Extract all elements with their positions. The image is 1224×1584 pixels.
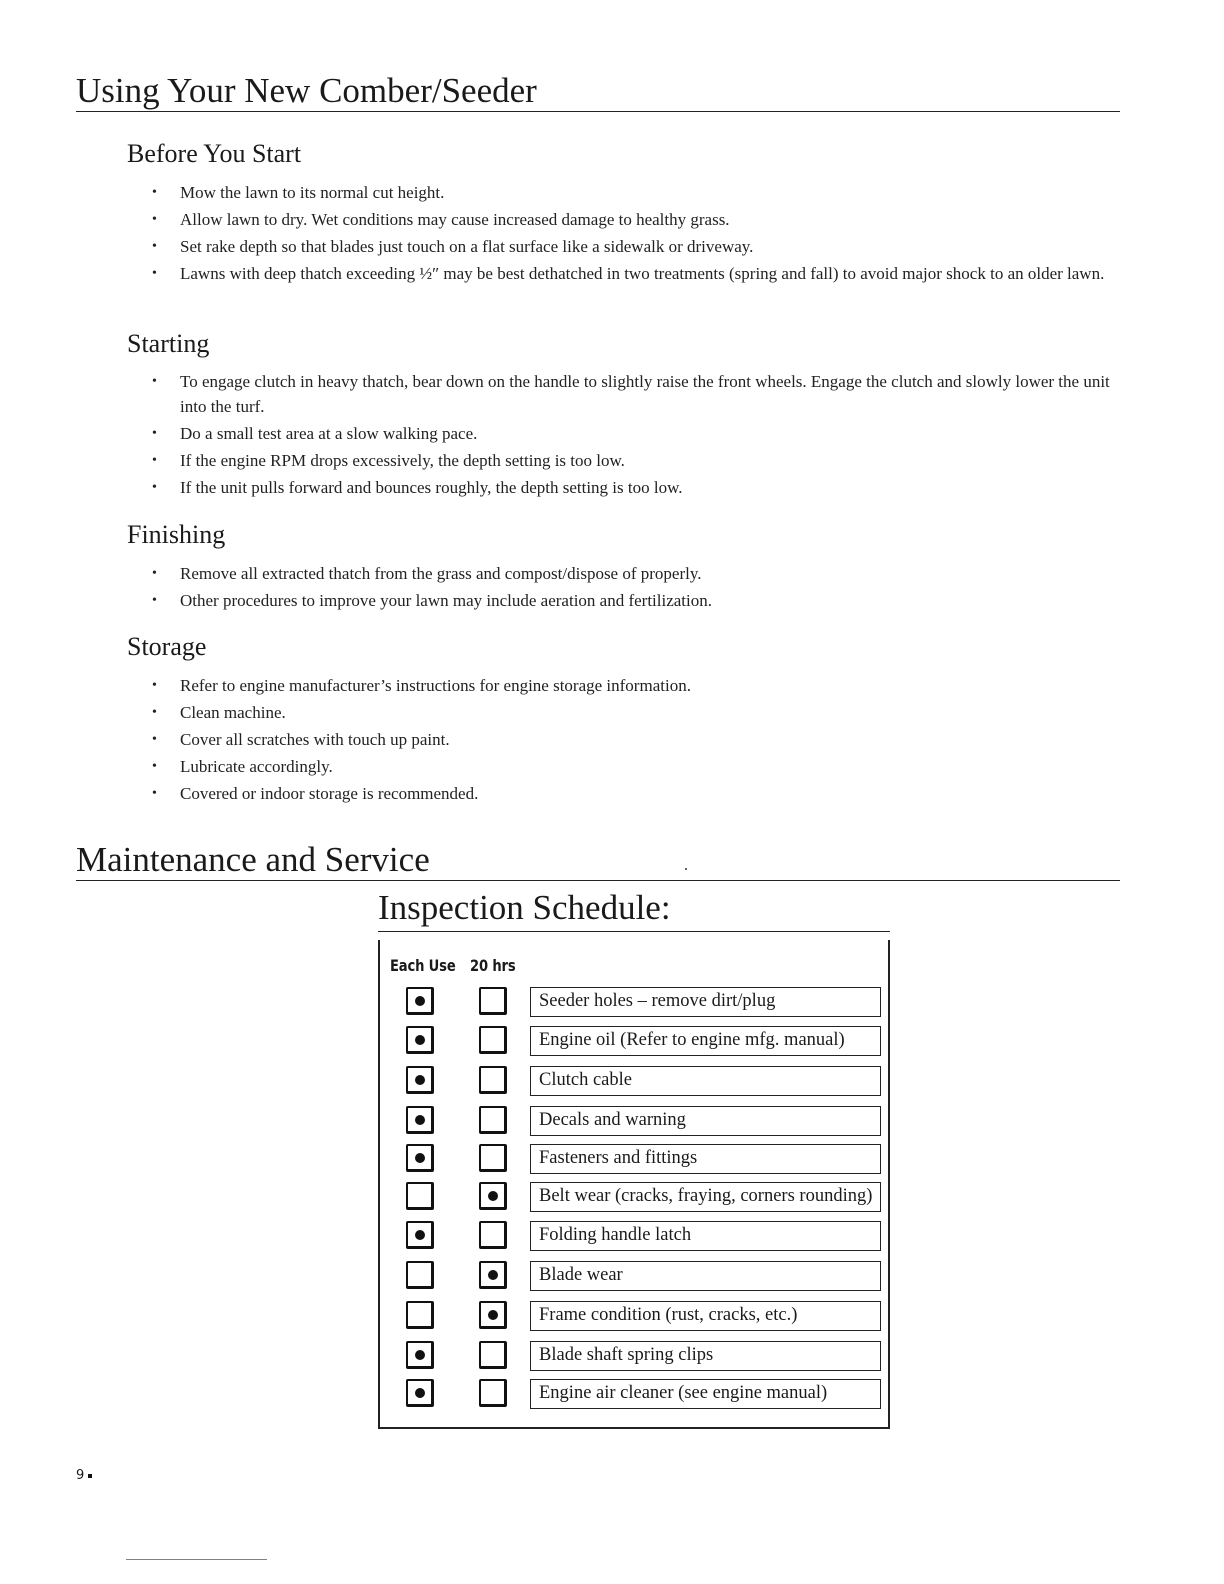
- checkbox-20-hrs[interactable]: [479, 987, 507, 1015]
- inspection-item: Engine oil (Refer to engine mfg. manual): [530, 1026, 881, 1056]
- heading-finishing: Finishing: [127, 520, 226, 549]
- inspection-item: Belt wear (cracks, fraying, corners rounding): [530, 1182, 881, 1212]
- inspection-item: Frame condition (rust, cracks, etc.): [530, 1301, 881, 1331]
- list-item: • Do a small test area at a slow walking pace.: [150, 421, 1110, 446]
- heading-before-you-start: Before You Start: [127, 139, 302, 168]
- check-dot-icon: [415, 1115, 425, 1125]
- list-item: • Lubricate accordingly.: [150, 754, 1110, 779]
- section-title-maintenance: Maintenance and Service: [76, 842, 1120, 881]
- checkbox-each-use[interactable]: [406, 1261, 434, 1289]
- checkbox-each-use[interactable]: [406, 1066, 434, 1094]
- checkbox-20-hrs[interactable]: [479, 1261, 507, 1289]
- checkbox-20-hrs[interactable]: [479, 1379, 507, 1407]
- list-item: • Set rake depth so that blades just touch on a flat surface like a sidewalk or driveway.: [150, 234, 1110, 259]
- check-dot-icon: [415, 1350, 425, 1360]
- heading-starting: Starting: [127, 329, 210, 358]
- column-header-20-hrs: 20 hrs: [470, 956, 516, 975]
- list-starting: [150, 369, 1110, 502]
- list-item: • Remove all extracted thatch from the grass and compost/dispose of properly.: [150, 561, 1110, 586]
- footer-rule: [126, 1559, 267, 1560]
- checkbox-20-hrs[interactable]: [479, 1301, 507, 1329]
- checkbox-20-hrs[interactable]: [479, 1026, 507, 1054]
- list-item: • Allow lawn to dry. Wet conditions may cause increased damage to healthy grass.: [150, 207, 1110, 232]
- section-title-using: Using Your New Comber/Seeder: [76, 73, 1120, 112]
- check-dot-icon: [488, 1270, 498, 1280]
- checkbox-20-hrs[interactable]: [479, 1144, 507, 1172]
- checkbox-each-use[interactable]: [406, 987, 434, 1015]
- heading-storage: Storage: [127, 632, 207, 661]
- inspection-schedule-title: Inspection Schedule:: [378, 890, 890, 932]
- page-number-text: 9: [76, 1468, 85, 1483]
- checkbox-20-hrs[interactable]: [479, 1106, 507, 1134]
- column-header-each-use: Each Use: [390, 956, 456, 975]
- inspection-item: Seeder holes – remove dirt/plug: [530, 987, 881, 1017]
- check-dot-icon: [415, 996, 425, 1006]
- check-dot-icon: [415, 1035, 425, 1045]
- inspection-item: Decals and warning: [530, 1106, 881, 1136]
- list-item: • Lawns with deep thatch exceeding ½″ may be best dethatched in two treatments (spring and fall) to avoid major shock to an older lawn.: [150, 261, 1110, 286]
- list-finishing: [150, 561, 1110, 615]
- page-number: [76, 1468, 92, 1483]
- list-item: • Covered or indoor storage is recommended.: [150, 781, 1110, 806]
- check-dot-icon: [488, 1191, 498, 1201]
- speck: [685, 868, 687, 870]
- list-item: • Clean machine.: [150, 700, 1110, 725]
- page-number-square: [88, 1474, 92, 1478]
- list-item: • If the engine RPM drops excessively, the depth setting is too low.: [150, 448, 1110, 473]
- inspection-item: Clutch cable: [530, 1066, 881, 1096]
- check-dot-icon: [415, 1075, 425, 1085]
- checkbox-20-hrs[interactable]: [479, 1182, 507, 1210]
- check-dot-icon: [488, 1310, 498, 1320]
- checkbox-each-use[interactable]: [406, 1106, 434, 1134]
- list-item: • If the unit pulls forward and bounces roughly, the depth setting is too low.: [150, 475, 1110, 500]
- inspection-item: Fasteners and fittings: [530, 1144, 881, 1174]
- checkbox-20-hrs[interactable]: [479, 1221, 507, 1249]
- list-item: • Cover all scratches with touch up paint.: [150, 727, 1110, 752]
- list-item: • Mow the lawn to its normal cut height.: [150, 180, 1110, 205]
- checkbox-each-use[interactable]: [406, 1379, 434, 1407]
- checkbox-each-use[interactable]: [406, 1026, 434, 1054]
- list-item: • To engage clutch in heavy thatch, bear down on the handle to slightly raise the front wheels. Engage the clutch and slowly lower the unit into the turf.: [150, 369, 1110, 419]
- inspection-item: Engine air cleaner (see engine manual): [530, 1379, 881, 1409]
- check-dot-icon: [415, 1153, 425, 1163]
- checkbox-each-use[interactable]: [406, 1182, 434, 1210]
- checkbox-each-use[interactable]: [406, 1221, 434, 1249]
- inspection-item: Folding handle latch: [530, 1221, 881, 1251]
- check-dot-icon: [415, 1388, 425, 1398]
- checkbox-20-hrs[interactable]: [479, 1066, 507, 1094]
- checkbox-each-use[interactable]: [406, 1301, 434, 1329]
- list-item: • Other procedures to improve your lawn may include aeration and fertilization.: [150, 588, 1110, 613]
- checkbox-each-use[interactable]: [406, 1144, 434, 1172]
- check-dot-icon: [415, 1230, 425, 1240]
- list-before-you-start: [150, 180, 1110, 288]
- checkbox-20-hrs[interactable]: [479, 1341, 507, 1369]
- list-storage: [150, 673, 1110, 808]
- checkbox-each-use[interactable]: [406, 1341, 434, 1369]
- inspection-item: Blade wear: [530, 1261, 881, 1291]
- list-item: • Refer to engine manufacturer’s instructions for engine storage information.: [150, 673, 1110, 698]
- inspection-item: Blade shaft spring clips: [530, 1341, 881, 1371]
